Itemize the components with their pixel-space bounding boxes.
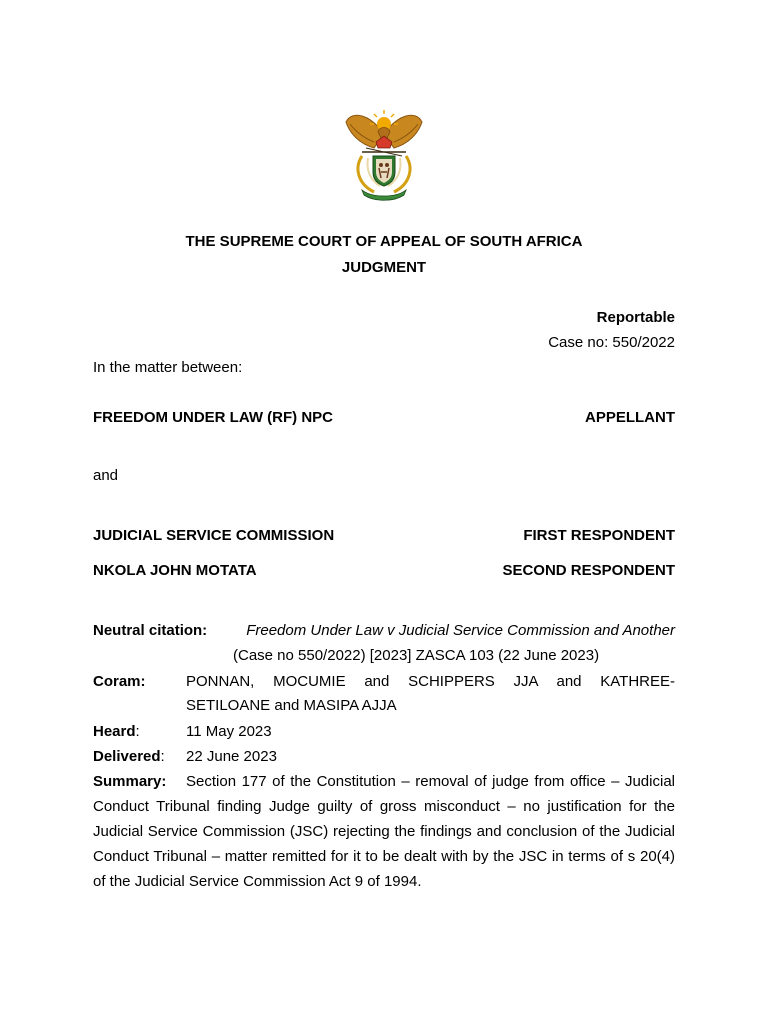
citation-line-2: (Case no 550/2022) [2023] ZASCA 103 (22 June 2023) — [233, 647, 600, 664]
delivered-colon: : — [160, 748, 165, 765]
coram-line-1: PONNAN, MOCUMIE and SCHIPPERS JJA and KATHREE- — [186, 673, 675, 690]
first-respondent-name: JUDICIAL SERVICE COMMISSION — [93, 527, 335, 544]
heard-label: Heard — [93, 723, 136, 740]
appellant-name: FREEDOM UNDER LAW (RF) NPC — [93, 409, 333, 426]
second-respondent-role: SECOND RESPONDENT — [502, 562, 675, 579]
heard-label-row — [93, 723, 140, 741]
coat-of-arms-icon — [340, 104, 428, 202]
appellant-role: APPELLANT — [585, 409, 675, 426]
and-text: and — [93, 467, 119, 484]
judgment-heading: JUDGMENT — [341, 259, 427, 276]
case-number: Case no: 550/2022 — [548, 334, 675, 351]
coram-label: Coram: — [93, 673, 146, 690]
delivered-label-row — [93, 748, 165, 766]
heard-colon: : — [135, 723, 140, 740]
first-respondent-role: FIRST RESPONDENT — [523, 527, 675, 544]
summary-paragraph — [93, 769, 675, 894]
delivered-label: Delivered — [93, 748, 161, 765]
coram-line-2: SETILOANE and MASIPA AJJA — [186, 697, 397, 714]
summary-text: Section 177 of the Constitution – removal of judge from office – Judicial Conduct Tribunal finding Judge guilty of gross misconduct – no justification for the Judicial Service Commission (JSC) rejecting the findings and conclusion of the Judicial Conduct Tribunal – matter remitted for it to be dealt with by the JSC in terms of s 20(4) of the Judicial Service Commission Act 9 of 1994. — [93, 773, 675, 890]
citation-line-1: Freedom Under Law v Judicial Service Commission and Another — [246, 622, 675, 639]
intro-text: In the matter between: — [93, 359, 243, 376]
summary-label: Summary: — [93, 773, 167, 790]
court-title: THE SUPREME COURT OF APPEAL OF SOUTH AFRICA — [185, 233, 583, 250]
citation-label: Neutral citation: — [93, 622, 208, 639]
delivered-date: 22 June 2023 — [186, 748, 277, 765]
reportable-label: Reportable — [596, 309, 675, 326]
heard-date: 11 May 2023 — [186, 723, 272, 740]
second-respondent-name: NKOLA JOHN MOTATA — [93, 562, 257, 579]
